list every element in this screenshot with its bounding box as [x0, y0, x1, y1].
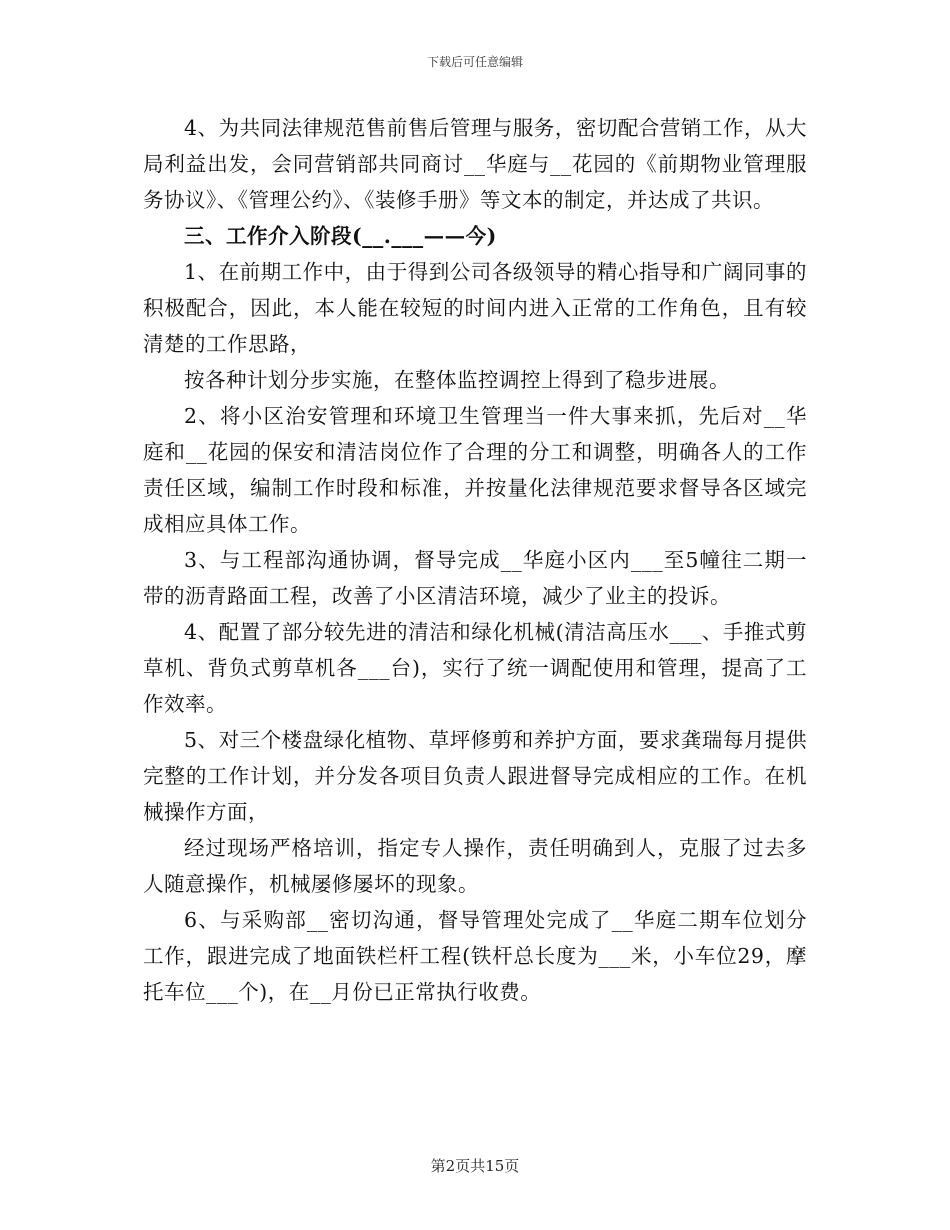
- paragraph-item-4-sales: 4、为共同法律规范售前售后管理与服务，密切配合营销工作，从大局利益出发，会同营销部共同商讨__华庭与__花园的《前期物业管理服务协议》、《管理公约》、《装修手册》等文本的制定，并达成了共识。: [143, 116, 807, 212]
- paragraph-item-1-cont: 按各种计划分步实施，在整体监控调控上得到了稳步进展。: [184, 368, 730, 392]
- paragraph-item-1: 1、在前期工作中，由于得到公司各级领导的精心指导和广阔同事的积极配合，因此，本人能在较短的时间内进入正常的工作角色，且有较清楚的工作思路，: [143, 260, 807, 356]
- document-body: [143, 110, 807, 1010]
- paragraph-item-6: 6、与采购部__密切沟通，督导管理处完成了__华庭二期车位划分工作，跟进完成了地面铁栏杆工程(铁杆总长度为___米，小车位29，摩托车位___个)，在__月份已正常执行收费。: [143, 908, 807, 1004]
- paragraph-item-5-cont: 经过现场严格培训，指定专人操作，责任明确到人，克服了过去多人随意操作，机械屡修屡坏的现象。: [143, 836, 807, 896]
- paragraph-item-2: 2、将小区治安管理和环境卫生管理当一件大事来抓，先后对__华庭和__花园的保安和清洁岗位作了合理的分工和调整，明确各人的工作责任区域，编制工作时段和标准，并按量化法律规范要求督导各区域完成相应具体工作。: [143, 404, 807, 536]
- page-footer: 第2页共15页: [430, 1157, 520, 1175]
- paragraph-item-3: 3、与工程部沟通协调，督导完成__华庭小区内___至5幢往二期一带的沥青路面工程，改善了小区清洁环境，减少了业主的投诉。: [143, 548, 807, 608]
- paragraph-item-5: 5、对三个楼盘绿化植物、草坪修剪和养护方面，要求龚瑞每月提供完整的工作计划，并分发各项目负责人跟进督导完成相应的工作。在机械操作方面，: [143, 728, 807, 824]
- section-heading-3: 三、工作介入阶段(__.___——今): [184, 224, 497, 248]
- paragraph-item-4: 4、配置了部分较先进的清洁和绿化机械(清洁高压水___、手推式剪草机、背负式剪草机各___台)，实行了统一调配使用和管理，提高了工作效率。: [143, 620, 807, 716]
- page-header: 下载后可任意编辑: [426, 55, 523, 69]
